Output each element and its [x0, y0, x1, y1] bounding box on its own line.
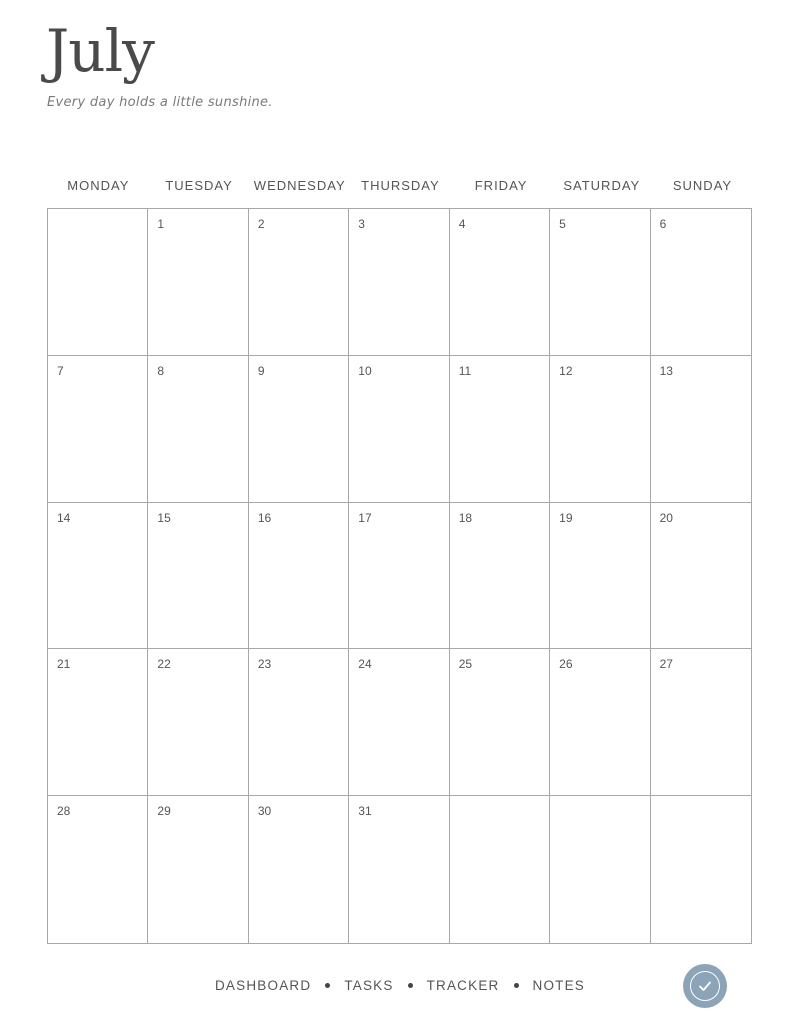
check-button[interactable] — [683, 964, 727, 1008]
day-number: 9 — [257, 363, 265, 378]
day-number: 21 — [57, 657, 71, 672]
nav-link-tasks[interactable]: TASKS — [344, 978, 394, 993]
day-cell[interactable] — [651, 209, 751, 356]
day-cell[interactable] — [450, 209, 550, 356]
day-number: 8 — [157, 363, 165, 378]
day-cell[interactable] — [651, 796, 751, 943]
day-number: 31 — [358, 804, 372, 819]
day-cell[interactable] — [148, 503, 248, 650]
day-cell[interactable] — [249, 356, 349, 503]
day-cell[interactable] — [148, 649, 248, 796]
day-number: 18 — [458, 510, 473, 525]
day-cell[interactable] — [651, 649, 751, 796]
day-cell[interactable] — [148, 356, 248, 503]
check-icon — [697, 978, 713, 994]
weekday-sunday: SUNDAY — [672, 178, 733, 193]
day-cell[interactable] — [450, 356, 550, 503]
page-subtitle: Every day holds a little sunshine. — [47, 95, 273, 110]
day-number: 25 — [458, 657, 473, 672]
day-cell[interactable] — [349, 503, 449, 650]
day-cell[interactable] — [48, 209, 148, 356]
day-cell[interactable] — [349, 649, 449, 796]
day-cell[interactable] — [148, 209, 248, 356]
day-cell[interactable] — [249, 209, 349, 356]
day-number: 4 — [458, 217, 466, 231]
weekday-friday: FRIDAY — [474, 178, 528, 193]
day-number: 16 — [257, 510, 272, 525]
day-number: 22 — [157, 657, 171, 672]
day-number: 11 — [458, 363, 472, 378]
weekday-thursday: THURSDAY — [361, 178, 440, 193]
day-number: 12 — [559, 363, 573, 378]
day-number: 29 — [157, 804, 171, 819]
calendar-grid — [47, 208, 752, 944]
day-number: 3 — [358, 217, 365, 231]
day-number: 7 — [57, 363, 64, 378]
day-cell[interactable] — [48, 796, 148, 943]
day-number: 23 — [257, 657, 272, 672]
day-number: 26 — [559, 657, 573, 672]
weekday-saturday: SATURDAY — [563, 178, 641, 193]
day-cell[interactable] — [349, 796, 449, 943]
day-number: 6 — [659, 217, 667, 231]
day-cell[interactable] — [651, 356, 751, 503]
day-cell[interactable] — [550, 649, 650, 796]
weekday-tuesday: TUESDAY — [165, 178, 233, 193]
nav-link-tracker[interactable]: TRACKER — [426, 978, 500, 993]
separator-dot — [408, 983, 413, 988]
day-number: 30 — [257, 804, 272, 819]
day-cell[interactable] — [550, 503, 650, 650]
nav-link-dashboard[interactable]: DASHBOARD — [214, 978, 312, 993]
day-number: 1 — [157, 217, 165, 231]
day-number: 20 — [659, 510, 673, 525]
day-cell[interactable] — [450, 503, 550, 650]
day-number: 19 — [559, 510, 573, 525]
day-number: 24 — [358, 657, 372, 672]
day-cell[interactable] — [349, 209, 449, 356]
day-number: 2 — [257, 217, 265, 231]
weekday-monday: MONDAY — [67, 178, 130, 193]
day-cell[interactable] — [249, 649, 349, 796]
day-cell[interactable] — [249, 796, 349, 943]
weekday-header-row — [48, 178, 753, 193]
day-cell[interactable] — [349, 356, 449, 503]
day-number: 28 — [57, 804, 71, 819]
day-cell[interactable] — [550, 796, 650, 943]
day-cell[interactable] — [450, 649, 550, 796]
day-cell[interactable] — [48, 356, 148, 503]
day-number: 15 — [157, 510, 171, 525]
day-cell[interactable] — [550, 209, 650, 356]
day-number: 13 — [659, 363, 673, 378]
day-number: 5 — [559, 217, 566, 231]
day-cell[interactable] — [148, 796, 248, 943]
day-cell[interactable] — [550, 356, 650, 503]
day-number: 27 — [659, 657, 673, 672]
day-number: 17 — [358, 510, 372, 525]
separator-dot — [514, 983, 519, 988]
footer-nav — [0, 978, 800, 993]
day-number: 14 — [57, 510, 71, 525]
day-cell[interactable] — [48, 503, 148, 650]
nav-link-notes[interactable]: NOTES — [532, 978, 586, 993]
day-cell[interactable] — [249, 503, 349, 650]
separator-dot — [325, 983, 330, 988]
check-circle-icon — [690, 971, 720, 1001]
day-cell[interactable] — [651, 503, 751, 650]
day-number: 10 — [358, 363, 372, 378]
page-title: July — [46, 17, 154, 85]
day-cell[interactable] — [450, 796, 550, 943]
weekday-wednesday: WEDNESDAY — [253, 178, 346, 193]
day-cell[interactable] — [48, 649, 148, 796]
